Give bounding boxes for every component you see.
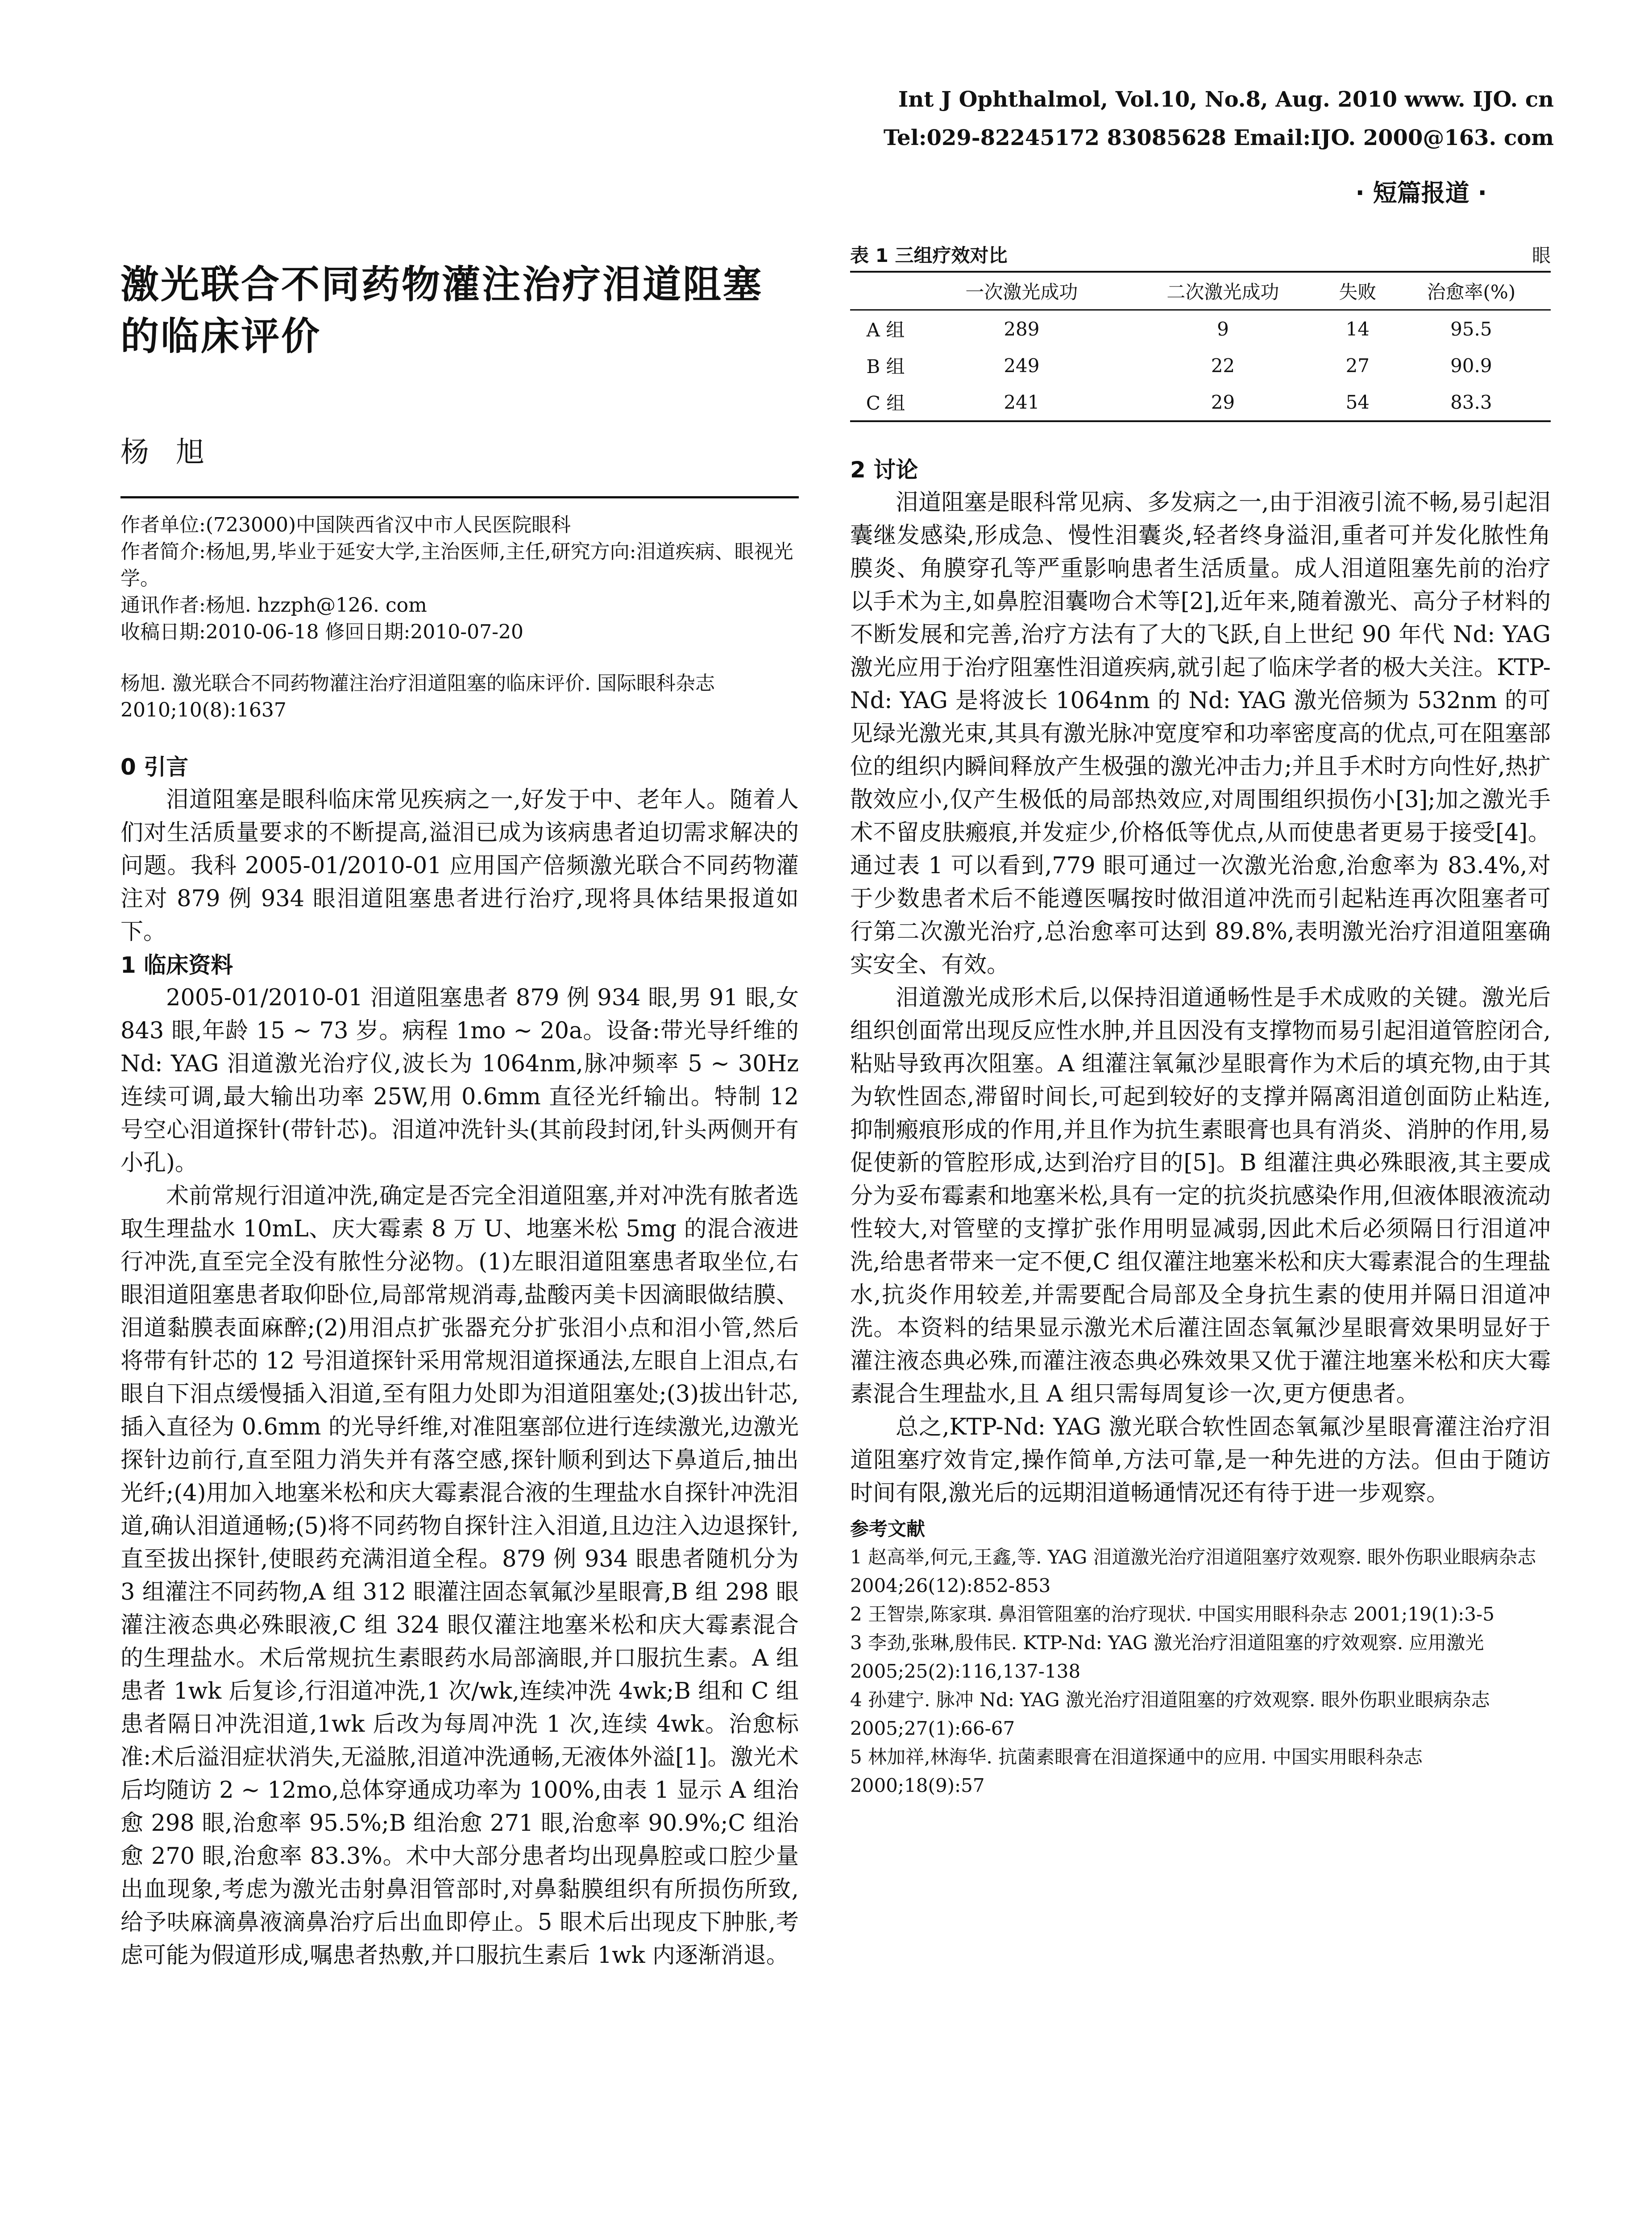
table-cell: 241	[1004, 391, 1040, 413]
references-title: 参考文献	[850, 1518, 926, 1540]
table-cell: 29	[1211, 391, 1235, 413]
section-tag: · 短篇报道 ·	[1355, 179, 1487, 207]
table-cell: 14	[1345, 318, 1370, 340]
paragraph-discussion-1: 泪道阻塞是眼科常见病、多发病之一,由于泪液引流不畅,易引起泪囊继发感染,形成急、慢性泪囊炎,轻者终身溢泪,重者可并发化脓性角膜炎、角膜穿孔等严重影响患者生活质量。成人泪道阻塞先前的治疗以手术为主,如鼻腔泪囊吻合术等[2],近年来,随着激光、高分子材料的不断发展和完善,治疗方法有了大的飞跃,自上世纪 90 年代 Nd: YAG 激光应用于治疗阻塞性泪道疾病,就引起了临床学者的极大关注。KTP-Nd: YAG 是将波长 1064nm 的 Nd: YAG 激光倍频为 532nm 的可见绿光激光束,其具有激光脉冲宽度窄和功率密度高的优点,可在阻塞部位的组织内瞬间释放产生极强的激光冲击力;并且手术时方向性好,热扩散效应小,仅产生极低的局部热效应,对周围组织损伤小[3];加之激光手术不留皮肤瘢痕,并发症少,价格低等优点,从而使患者更易于接受[4]。通过表 1 可以看到,779 眼可通过一次激光治愈,治愈率为 83.4%,对于少数患者术后不能遵医嘱按时做泪道冲洗而引起粘连再次阻塞者可行第二次激光治疗,总治愈率可达到 89.8%,表明激光治疗泪道阻塞确实安全、有效。	[850, 489, 1551, 978]
journal-header-line2: Tel:029-82245172 83085628 Email:IJO. 2000@163. com	[883, 125, 1554, 150]
paragraph-introduction: 泪道阻塞是眼科临床常见疾病之一,好发于中、老年人。随着人们对生活质量要求的不断提高,溢泪已成为该病患者迫切需求解决的问题。我科 2005-01/2010-01 应用国产倍频激光联合不同药物灌注对 879 例 934 眼泪道阻塞患者进行治疗,现将具体结果报道如下。	[120, 787, 799, 945]
title-divider	[120, 496, 799, 498]
table-cell: 289	[1004, 318, 1040, 340]
right-column	[850, 245, 1551, 1800]
paragraph-clinical-2: 术前常规行泪道冲洗,确定是否完全泪道阻塞,并对冲洗有脓者选取生理盐水 10mL、庆大霉素 8 万 U、地塞米松 5mg 的混合液进行冲洗,直至完全没有脓性分泌物。(1)左眼泪道阻塞患者取坐位,右眼泪道阻塞患者取仰卧位,局部常规消毒,盐酸丙美卡因滴眼做结膜、泪道黏膜表面麻醉;(2)用泪点扩张器充分扩张泪小点和泪小管,然后将带有针芯的 12 号泪道探针采用常规泪道探通法,左眼自上泪点,右眼自下泪点缓慢插入泪道,至有阻力处即为泪道阻塞处;(3)拔出针芯,插入直径为 0.6mm 的光导纤维,对准阻塞部位进行连续激光,边激光探针边前行,直至阻力消失并有落空感,探针顺利到达下鼻道后,抽出光纤;(4)用加入地塞米松和庆大霉素混合液的生理盐水自探针冲洗泪道,确认泪道通畅;(5)将不同药物自探针注入泪道,且边注入边退探针,直至拔出探针,使眼药充满泪道全程。879 例 934 眼患者随机分为 3 组灌注不同药物,A 组 312 眼灌注固态氧氟沙星眼膏,B 组 298 眼灌注液态典必殊眼液,C 组 324 眼仅灌注地塞米松和庆大霉素混合的生理盐水。术后常规抗生素眼药水局部滴眼,并口服抗生素。A 组患者 1wk 后复诊,行泪道冲洗,1 次/wk,连续冲洗 4wk;B 组和 C 组患者隔日冲洗泪道,1wk 后改为每周冲洗 1 次,连续 4wk。治愈标准:术后溢泪症状消失,无溢脓,泪道冲洗通畅,无液体外溢[1]。激光术后均随访 2 ~ 12mo,总体穿通成功率为 100%,由表 1 显示 A 组治愈 298 眼,治愈率 95.5%;B 组治愈 271 眼,治愈率 90.9%;C 组治愈 270 眼,治愈率 83.3%。术中大部分患者均出现鼻腔或口腔少量出血现象,考虑为激光击射鼻泪管部时,对鼻黏膜组织有所损伤所致,给予呋麻滴鼻液滴鼻治疗后出血即停止。5 眼术后出现皮下肿胀,考虑可能为假道形成,嘱患者热敷,并口服抗生素后 1wk 内逐渐消退。	[120, 1183, 799, 1969]
corresponding-author: 通讯作者:杨旭. hzzph@126. com	[120, 594, 427, 617]
table-unit: 眼	[1532, 245, 1551, 266]
table-row	[850, 310, 1551, 348]
reference-item: 4 孙建宁. 脉冲 Nd: YAG 激光治疗泪道阻塞的疗效观察. 眼外伤职业眼病杂志 2005;27(1):66-67	[850, 1689, 1490, 1739]
table-header-cell: 二次激光成功	[1166, 281, 1279, 303]
table-cell: 90.9	[1450, 354, 1492, 377]
table-row	[850, 384, 1551, 421]
table-cell: 27	[1345, 354, 1370, 377]
author-info	[120, 512, 799, 646]
table-cell: 95.5	[1450, 318, 1492, 340]
reference-item: 2 王智崇,陈家琪. 鼻泪管阻塞的治疗现状. 中国实用眼科杂志 2001;19(1):3-5	[850, 1603, 1494, 1625]
table-header-cell	[850, 272, 921, 310]
table-row	[850, 347, 1551, 384]
references	[850, 1515, 1551, 1800]
right-body	[850, 453, 1551, 1510]
table-header-cell: 治愈率(%)	[1427, 281, 1516, 303]
heading-clinical-data: 1 临床资料	[120, 952, 233, 978]
table-caption	[850, 243, 1551, 268]
journal-header	[884, 80, 1554, 157]
affiliation: 作者单位:(723000)中国陕西省汉中市人民医院眼科	[120, 514, 571, 536]
author-name: 杨旭	[120, 436, 231, 469]
table-header-row	[850, 272, 1551, 310]
paragraph-discussion-3: 总之,KTP-Nd: YAG 激光联合软性固态氧氟沙星眼膏灌注治疗泪道阻塞疗效肯定,操作简单,方法可靠,是一种先进的方法。但由于随访时间有限,激光后的远期泪道畅通情况还有待于进一步观察。	[850, 1414, 1551, 1506]
table-cell: 22	[1211, 354, 1235, 377]
paragraph-discussion-2: 泪道激光成形术后,以保持泪道通畅性是手术成败的关键。激光后组织创面常出现反应性水肿,并且因没有支撑物而易引起泪道管腔闭合,粘贴导致再次阻塞。A 组灌注氧氟沙星眼膏作为术后的填充物,由于其为软性固态,滞留时间长,可起到较好的支撑并隔离泪道创面防止粘连,抑制瘢痕形成的作用,并且作为抗生素眼膏也具有消炎、消肿的作用,易促使新的管腔形成,达到治疗目的[5]。B 组灌注典必殊眼液,其主要成分为妥布霉素和地塞米松,具有一定的抗炎抗感染作用,但液体眼液流动性较大,对管壁的支撑扩张作用明显减弱,因此术后必须隔日行泪道冲洗,给患者带来一定不便,C 组仅灌注地塞米松和庆大霉素混合的生理盐水,抗炎作用较差,并需要配合局部及全身抗生素的使用并隔日泪道冲洗。本资料的结果显示激光术后灌注固态氧氟沙星眼膏效果明显好于灌注液态典必殊,而灌注液态典必殊效果又优于灌注地塞米松和庆大霉素混合生理盐水,且 A 组只需每周复诊一次,更方便患者。	[850, 985, 1551, 1407]
heading-discussion: 2 讨论	[850, 457, 918, 483]
journal-header-line1: Int J Ophthalmol, Vol.10, No.8, Aug. 2010 www. IJO. cn	[898, 87, 1554, 112]
table-caption-text: 表 1 三组疗效对比	[850, 245, 1008, 266]
left-column	[120, 245, 799, 1972]
table-cell: C 组	[866, 392, 905, 414]
article-title: 激光联合不同药物灌注治疗泪道阻塞的临床评价	[120, 262, 763, 359]
table-cell: 54	[1345, 391, 1370, 413]
table-header-cell: 失败	[1339, 281, 1377, 303]
heading-introduction: 0 引言	[120, 754, 189, 780]
table-cell: 249	[1004, 354, 1040, 377]
reference-item: 5 林加祥,林海华. 抗菌素眼膏在泪道探通中的应用. 中国实用眼科杂志 2000;18(9):57	[850, 1746, 1423, 1796]
table-cell: B 组	[866, 356, 905, 377]
results-table	[850, 271, 1551, 422]
paragraph-clinical-1: 2005-01/2010-01 泪道阻塞患者 879 例 934 眼,男 91 眼,女 843 眼,年龄 15 ~ 73 岁。病程 1mo ~ 20a。设备:带光导纤维的 Nd: YAG 泪道激光治疗仪,波长为 1064nm,脉冲频率 5 ~ 30Hz 连续可调,最大输出功率 25W,用 0.6mm 直径光纤输出。特制 12 号空心泪道探针(带针芯)。泪道冲洗针头(其前段封闭,针头两侧开有小孔)。	[120, 985, 799, 1176]
citation: 杨旭. 激光联合不同药物灌注治疗泪道阻塞的临床评价. 国际眼科杂志 2010;10(8):1637	[120, 672, 715, 722]
table-cell: 9	[1217, 318, 1229, 340]
table-header-cell: 一次激光成功	[965, 281, 1078, 303]
reference-item: 1 赵高举,何元,王鑫,等. YAG 泪道激光治疗泪道阻塞疗效观察. 眼外伤职业眼病杂志 2004;26(12):852-853	[850, 1546, 1536, 1597]
author-bio: 作者简介:杨旭,男,毕业于延安大学,主治医师,主任,研究方向:泪道疾病、眼视光学。	[120, 540, 793, 590]
left-body	[120, 751, 799, 1972]
table-cell: 83.3	[1450, 391, 1492, 413]
reference-item: 3 李劲,张琳,殷伟民. KTP-Nd: YAG 激光治疗泪道阻塞的疗效观察. 应用激光 2005;25(2):116,137-138	[850, 1632, 1484, 1682]
table-cell: A 组	[866, 319, 905, 341]
received-dates: 收稿日期:2010-06-18 修回日期:2010-07-20	[120, 621, 524, 643]
